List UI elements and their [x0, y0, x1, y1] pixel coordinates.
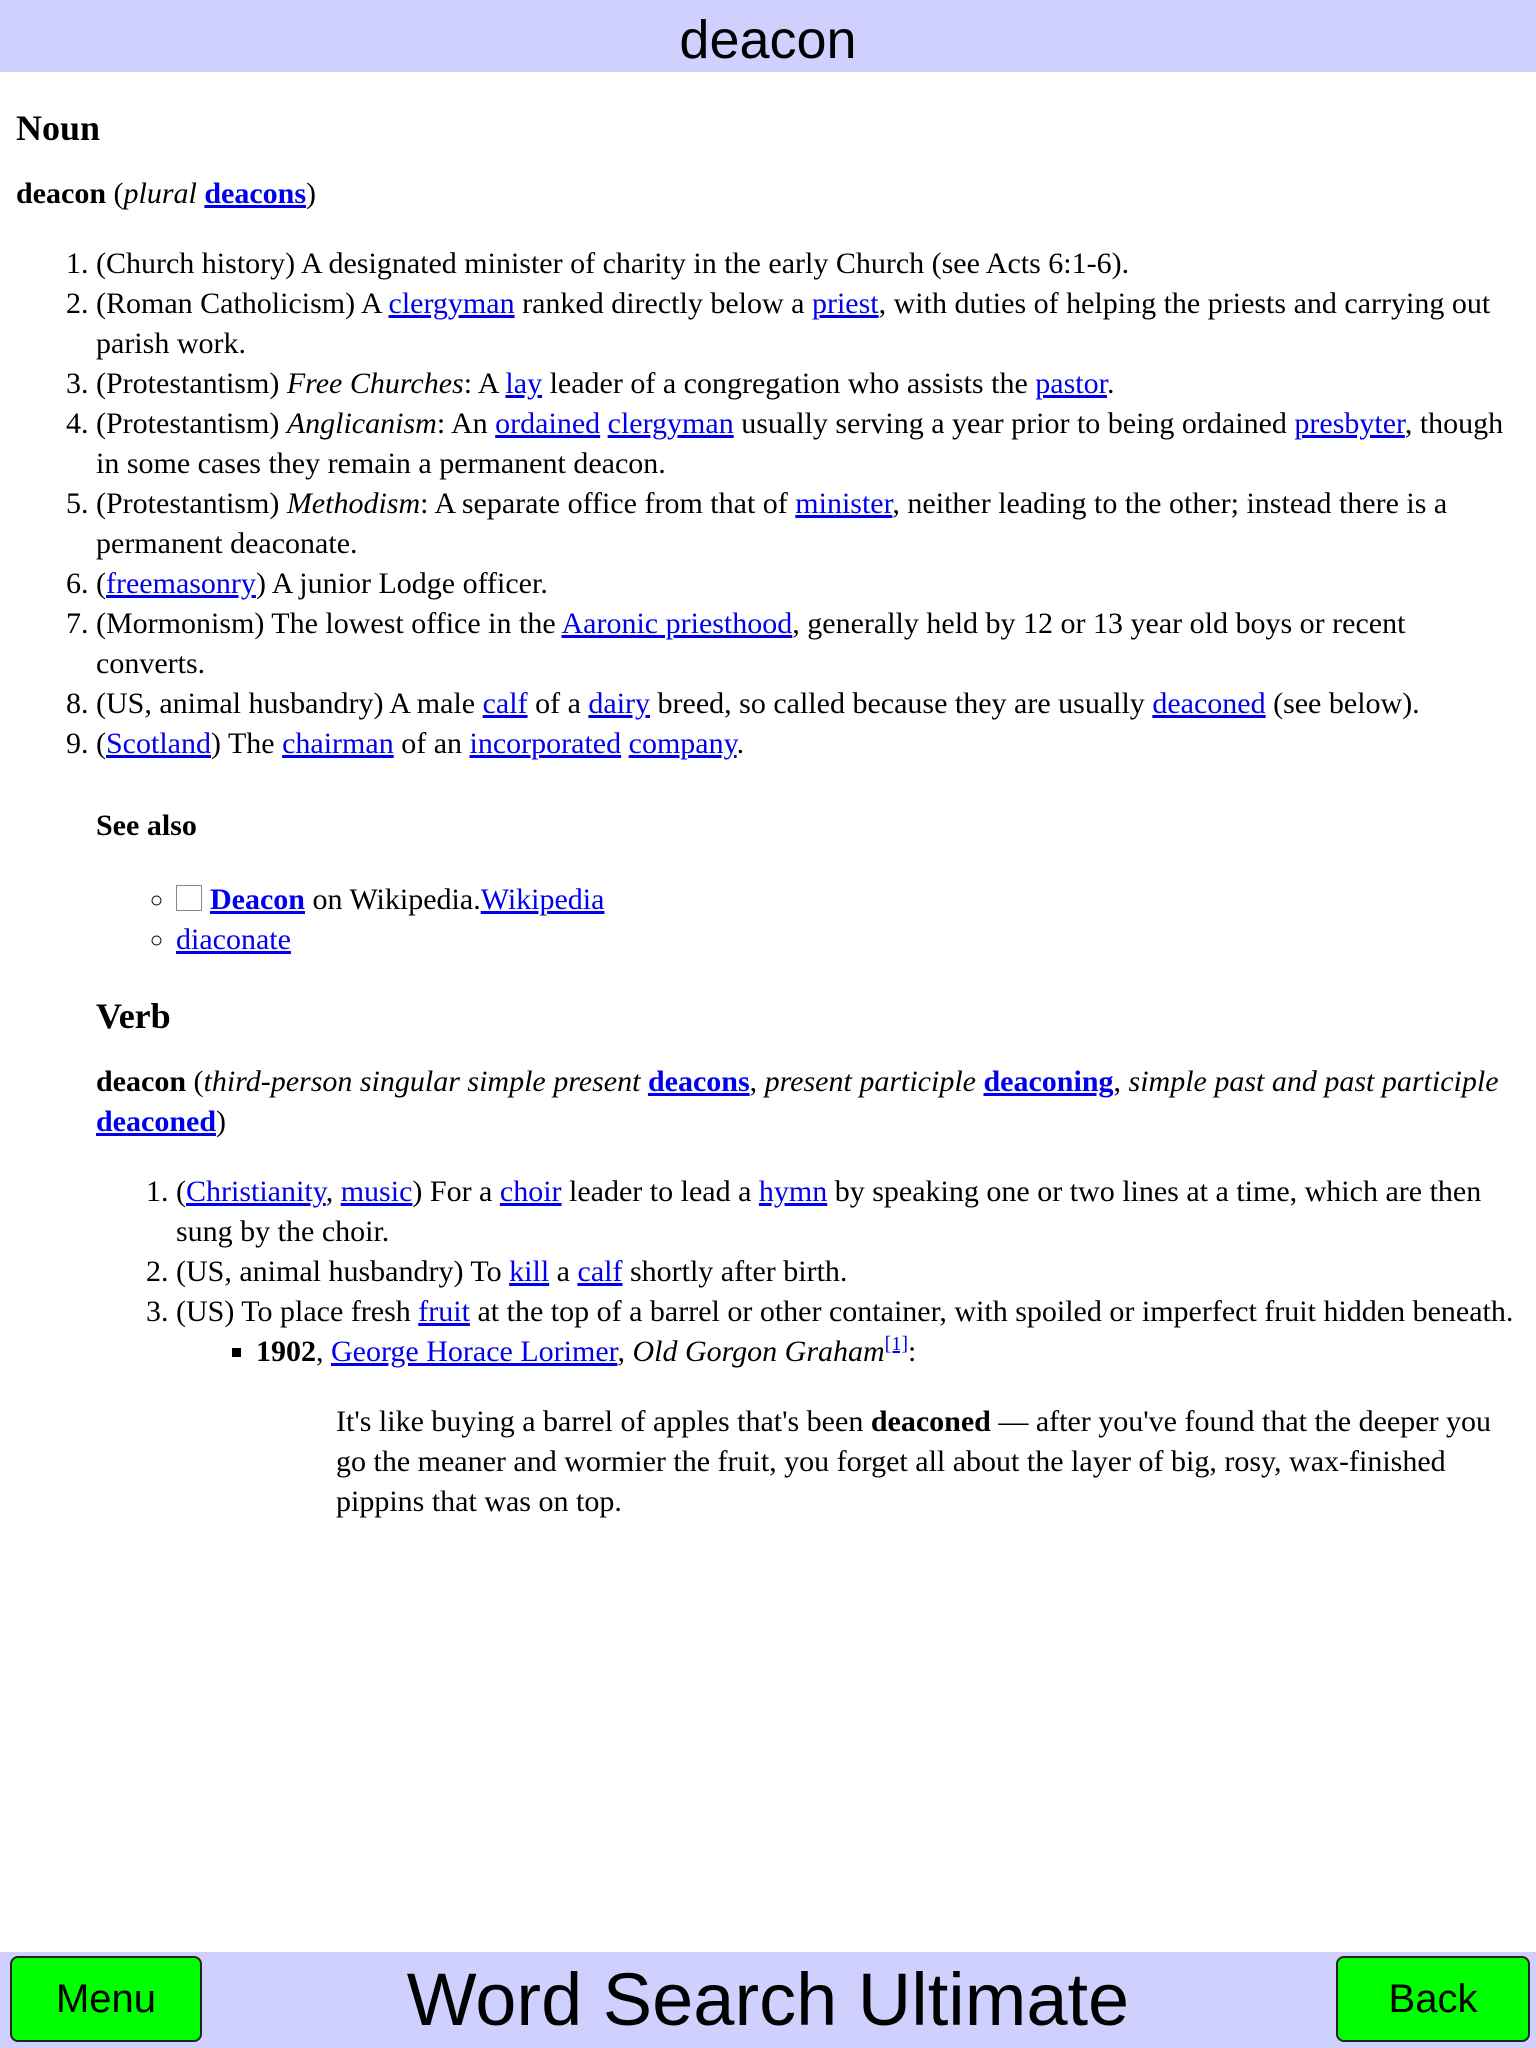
noun-heading: Noun — [16, 108, 101, 148]
verb-sense-3: 3. (US) To place fresh fruit at the top of a barrel or other container, with spoiled or imperfect fruit hidden beneath. ▪ 1902, George Horace Lorimer, Old Gorgon Graham[1]: It's like buying a barrel of apples that's been deaconed — after you've found that the deeper you go the meaner and wormier the fruit, you forget all about the layer of big, rosy, wax-finished pippins that was on top. — [176, 1292, 1520, 1522]
verb-sense-1: 1. (Christianity, music) For a choir leader to lead a hymn by speaking one or two lines at a time, which are then sung by the choir. — [176, 1172, 1520, 1252]
title-bar — [0, 0, 1536, 72]
noun-sense-4: 4. (Protestantism) Anglicanism: An ordained clergyman usually serving a year prior to being ordained presbyter, though in some cases they remain a permanent deacon. — [96, 404, 1520, 484]
link-wikipedia[interactable]: Wikipedia — [480, 883, 605, 916]
link-dairy[interactable]: dairy — [588, 687, 651, 720]
link-scotland[interactable]: Scotland — [106, 727, 211, 760]
link-presbyter[interactable]: presbyter — [1294, 407, 1405, 440]
quotation-citation: ▪ 1902, George Horace Lorimer, Old Gorgon Graham[1]: It's like buying a barrel of apples that's been deaconed — after you've found that the deeper you go the meaner and wormier the fruit, you forget all about the layer of big, rosy, wax-finished pippins that was on top. — [256, 1332, 1520, 1522]
see-also-heading: See also — [96, 809, 197, 842]
link-choir[interactable]: choir — [499, 1175, 562, 1208]
noun-headword-line: deacon (plural deacons) — [16, 177, 317, 210]
verb-headword-line: deacon (third-person singular simple present deacons, present participle deaconing, simple past and past participle deaconed) — [96, 1065, 1499, 1138]
link-chairman[interactable]: chairman — [282, 727, 394, 760]
noun-sense-2: 2. (Roman Catholicism) A clergyman ranked directly below a priest, with duties of helping the priests and carrying out parish work. — [96, 284, 1520, 364]
verb-heading: Verb — [96, 996, 171, 1036]
wikipedia-icon — [176, 885, 202, 911]
noun-sense-7: 7. (Mormonism) The lowest office in the Aaronic priesthood, generally held by 12 or 13 year old boys or recent converts. — [96, 604, 1520, 684]
link-deaconed[interactable]: deaconed — [1152, 687, 1266, 720]
page-title: deacon — [679, 10, 857, 70]
bottom-bar — [0, 1952, 1536, 2048]
see-also-item-diaconate — [176, 920, 1520, 960]
link-deaconed-form[interactable]: deaconed — [96, 1105, 216, 1138]
footnote-ref[interactable]: [1] — [884, 1333, 908, 1355]
link-aaronic-priesthood[interactable]: Aaronic priesthood — [561, 607, 793, 640]
see-also-list — [96, 880, 1520, 960]
link-lay[interactable]: lay — [505, 367, 543, 400]
noun-sense-8: 8. (US, animal husbandry) A male calf of a dairy breed, so called because they are usually deaconed (see below). — [96, 684, 1520, 724]
link-incorporated[interactable]: incorporated — [469, 727, 622, 760]
link-george-horace-lorimer[interactable]: George Horace Lorimer — [331, 1335, 618, 1368]
link-diaconate[interactable]: diaconate — [176, 923, 291, 956]
link-music[interactable]: music — [340, 1175, 413, 1208]
see-also-section — [96, 806, 1520, 1522]
link-deaconing[interactable]: deaconing — [983, 1065, 1114, 1098]
noun-sense-3: 3. (Protestantism) Free Churches: A lay leader of a congregation who assists the pastor. — [96, 364, 1520, 404]
link-clergyman[interactable]: clergyman — [388, 287, 515, 320]
plural-form-link[interactable]: deacons — [204, 177, 307, 210]
link-pastor[interactable]: pastor — [1035, 367, 1107, 400]
link-company[interactable]: company — [628, 727, 737, 760]
noun-sense-9: 9. (Scotland) The chairman of an incorporated company. — [96, 724, 1520, 764]
link-kill[interactable]: kill — [509, 1255, 550, 1288]
quotation-list — [176, 1332, 1520, 1522]
link-calf[interactable]: calf — [482, 687, 528, 720]
noun-senses-list — [16, 244, 1520, 764]
link-deacons[interactable]: deacons — [647, 1065, 750, 1098]
verb-senses-list — [96, 1172, 1520, 1522]
noun-sense-6: 6. (freemasonry) A junior Lodge officer. — [96, 564, 1520, 604]
menu-button[interactable]: Menu — [10, 1956, 202, 2042]
link-hymn[interactable]: hymn — [758, 1175, 828, 1208]
app-title: Word Search Ultimate — [406, 1958, 1130, 2041]
quotation-text: It's like buying a barrel of apples that's been deaconed — after you've found that the deeper you go the meaner and wormier the fruit, you forget all about the layer of big, rosy, wax-finished pippins that was on top. — [336, 1405, 1492, 1518]
link-calf-2[interactable]: calf — [577, 1255, 623, 1288]
plural-label: plural — [123, 177, 197, 210]
link-ordained[interactable]: ordained — [495, 407, 601, 440]
noun-headword: deacon — [16, 177, 106, 210]
link-christianity[interactable]: Christianity — [186, 1175, 326, 1208]
link-clergyman-2[interactable]: clergyman — [607, 407, 734, 440]
back-button[interactable]: Back — [1336, 1956, 1530, 2042]
noun-sense-5: 5. (Protestantism) Methodism: A separate office from that of minister, neither leading to the other; instead there is a permanent deaconate. — [96, 484, 1520, 564]
verb-sense-2: 2. (US, animal husbandry) To kill a calf shortly after birth. — [176, 1252, 1520, 1292]
see-also-item-wikipedia: ◦ Deacon on Wikipedia.Wikipedia — [176, 880, 1520, 920]
link-fruit[interactable]: fruit — [418, 1295, 470, 1328]
link-deacon-wiki[interactable]: Deacon — [210, 883, 305, 916]
definition-content — [16, 72, 1520, 1522]
link-minister[interactable]: minister — [795, 487, 893, 520]
link-priest[interactable]: priest — [811, 287, 879, 320]
verb-headword: deacon — [96, 1065, 186, 1098]
link-freemasonry[interactable]: freemasonry — [106, 567, 256, 600]
noun-sense-1: 1. (Church history) A designated minister of charity in the early Church (see Acts 6:1-6). — [96, 244, 1520, 284]
